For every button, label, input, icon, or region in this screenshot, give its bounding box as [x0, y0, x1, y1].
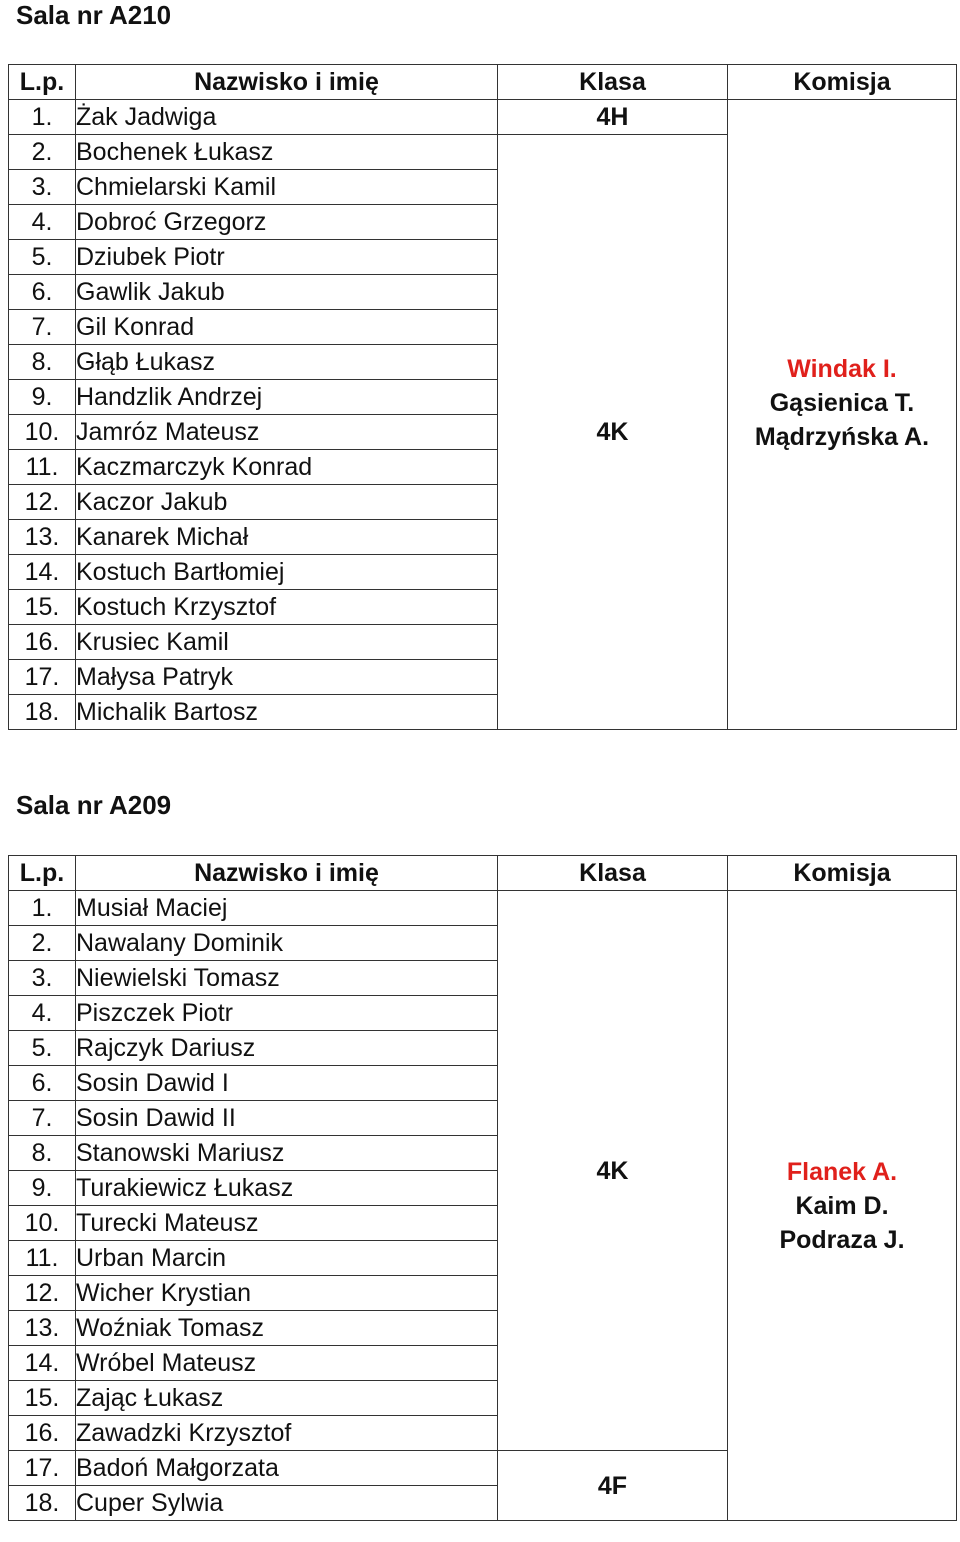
header-komisja: Komisja [728, 65, 957, 100]
student-name: Gawlik Jakub [76, 275, 498, 310]
row-number: 12. [9, 1276, 76, 1311]
commission-member: Gąsienica T. [769, 388, 915, 417]
row-number: 13. [9, 1311, 76, 1346]
student-name: Wróbel Mateusz [76, 1346, 498, 1381]
row-number: 15. [9, 1381, 76, 1416]
commission-cell [728, 100, 957, 730]
student-name: Zawadzki Krzysztof [76, 1416, 498, 1451]
student-name: Badoń Małgorzata [76, 1451, 498, 1486]
student-name: Handzlik Andrzej [76, 380, 498, 415]
row-number: 10. [9, 1206, 76, 1241]
student-name: Jamróz Mateusz [76, 415, 498, 450]
row-number: 14. [9, 555, 76, 590]
header-komisja: Komisja [728, 856, 957, 891]
table-row [9, 100, 957, 135]
row-number: 15. [9, 590, 76, 625]
class-cell: 4K [498, 135, 728, 730]
row-number: 4. [9, 205, 76, 240]
row-number: 18. [9, 695, 76, 730]
room-title-a210: Sala nr A210 [16, 0, 172, 30]
row-number: 6. [9, 1066, 76, 1101]
student-name: Musiał Maciej [76, 891, 498, 926]
commission-member: Mądrzyńska A. [754, 422, 930, 451]
student-name: Kostuch Bartłomiej [76, 555, 498, 590]
student-name: Cuper Sylwia [76, 1486, 498, 1521]
row-number: 9. [9, 1171, 76, 1206]
row-number: 2. [9, 926, 76, 961]
student-name: Rajczyk Dariusz [76, 1031, 498, 1066]
row-number: 8. [9, 345, 76, 380]
room-title-a209: Sala nr A209 [16, 790, 172, 820]
row-number: 1. [9, 100, 76, 135]
commission-member: Podraza J. [779, 1225, 905, 1254]
student-name: Sosin Dawid II [76, 1101, 498, 1136]
row-number: 17. [9, 1451, 76, 1486]
commission-chair: Flanek A. [786, 1157, 898, 1186]
table-header-row [9, 65, 957, 100]
row-number: 5. [9, 1031, 76, 1066]
student-name: Dziubek Piotr [76, 240, 498, 275]
student-name: Michalik Bartosz [76, 695, 498, 730]
student-name: Chmielarski Kamil [76, 170, 498, 205]
student-name: Wicher Krystian [76, 1276, 498, 1311]
table-row [9, 891, 957, 926]
student-name: Dobroć Grzegorz [76, 205, 498, 240]
row-number: 9. [9, 380, 76, 415]
student-name: Gil Konrad [76, 310, 498, 345]
row-number: 3. [9, 961, 76, 996]
header-klasa: Klasa [498, 856, 728, 891]
row-number: 7. [9, 1101, 76, 1136]
row-number: 13. [9, 520, 76, 555]
student-name: Bochenek Łukasz [76, 135, 498, 170]
roster-table-a209 [8, 855, 957, 1521]
header-name: Nazwisko i imię [76, 65, 498, 100]
row-number: 14. [9, 1346, 76, 1381]
commission-chair: Windak I. [787, 354, 897, 383]
student-name: Głąb Łukasz [76, 345, 498, 380]
student-name: Krusiec Kamil [76, 625, 498, 660]
student-name: Małysa Patryk [76, 660, 498, 695]
header-lp: L.p. [9, 65, 76, 100]
row-number: 12. [9, 485, 76, 520]
student-name: Żak Jadwiga [76, 100, 498, 135]
roster-table-a210 [8, 64, 957, 730]
student-name: Turakiewicz Łukasz [76, 1171, 498, 1206]
row-number: 16. [9, 625, 76, 660]
commission-cell [728, 891, 957, 1521]
student-name: Kostuch Krzysztof [76, 590, 498, 625]
student-name: Woźniak Tomasz [76, 1311, 498, 1346]
student-name: Turecki Mateusz [76, 1206, 498, 1241]
student-name: Zając Łukasz [76, 1381, 498, 1416]
row-number: 11. [9, 1241, 76, 1276]
table-body [9, 891, 957, 1521]
row-number: 1. [9, 891, 76, 926]
student-name: Kaczor Jakub [76, 485, 498, 520]
row-number: 4. [9, 996, 76, 1031]
table-header-row [9, 856, 957, 891]
student-name: Urban Marcin [76, 1241, 498, 1276]
header-klasa: Klasa [498, 65, 728, 100]
row-number: 17. [9, 660, 76, 695]
row-number: 8. [9, 1136, 76, 1171]
header-lp: L.p. [9, 856, 76, 891]
row-number: 5. [9, 240, 76, 275]
student-name: Niewielski Tomasz [76, 961, 498, 996]
commission-member: Kaim D. [795, 1191, 889, 1220]
row-number: 16. [9, 1416, 76, 1451]
row-number: 18. [9, 1486, 76, 1521]
row-number: 7. [9, 310, 76, 345]
student-name: Piszczek Piotr [76, 996, 498, 1031]
row-number: 10. [9, 415, 76, 450]
student-name: Kaczmarczyk Konrad [76, 450, 498, 485]
student-name: Sosin Dawid I [76, 1066, 498, 1101]
table-body [9, 100, 957, 730]
header-name: Nazwisko i imię [76, 856, 498, 891]
class-cell: 4K [498, 891, 728, 1451]
row-number: 2. [9, 135, 76, 170]
row-number: 3. [9, 170, 76, 205]
student-name: Stanowski Mariusz [76, 1136, 498, 1171]
row-number: 11. [9, 450, 76, 485]
row-number: 6. [9, 275, 76, 310]
student-name: Nawalany Dominik [76, 926, 498, 961]
class-cell: 4H [498, 100, 728, 135]
student-name: Kanarek Michał [76, 520, 498, 555]
class-cell: 4F [498, 1451, 728, 1521]
